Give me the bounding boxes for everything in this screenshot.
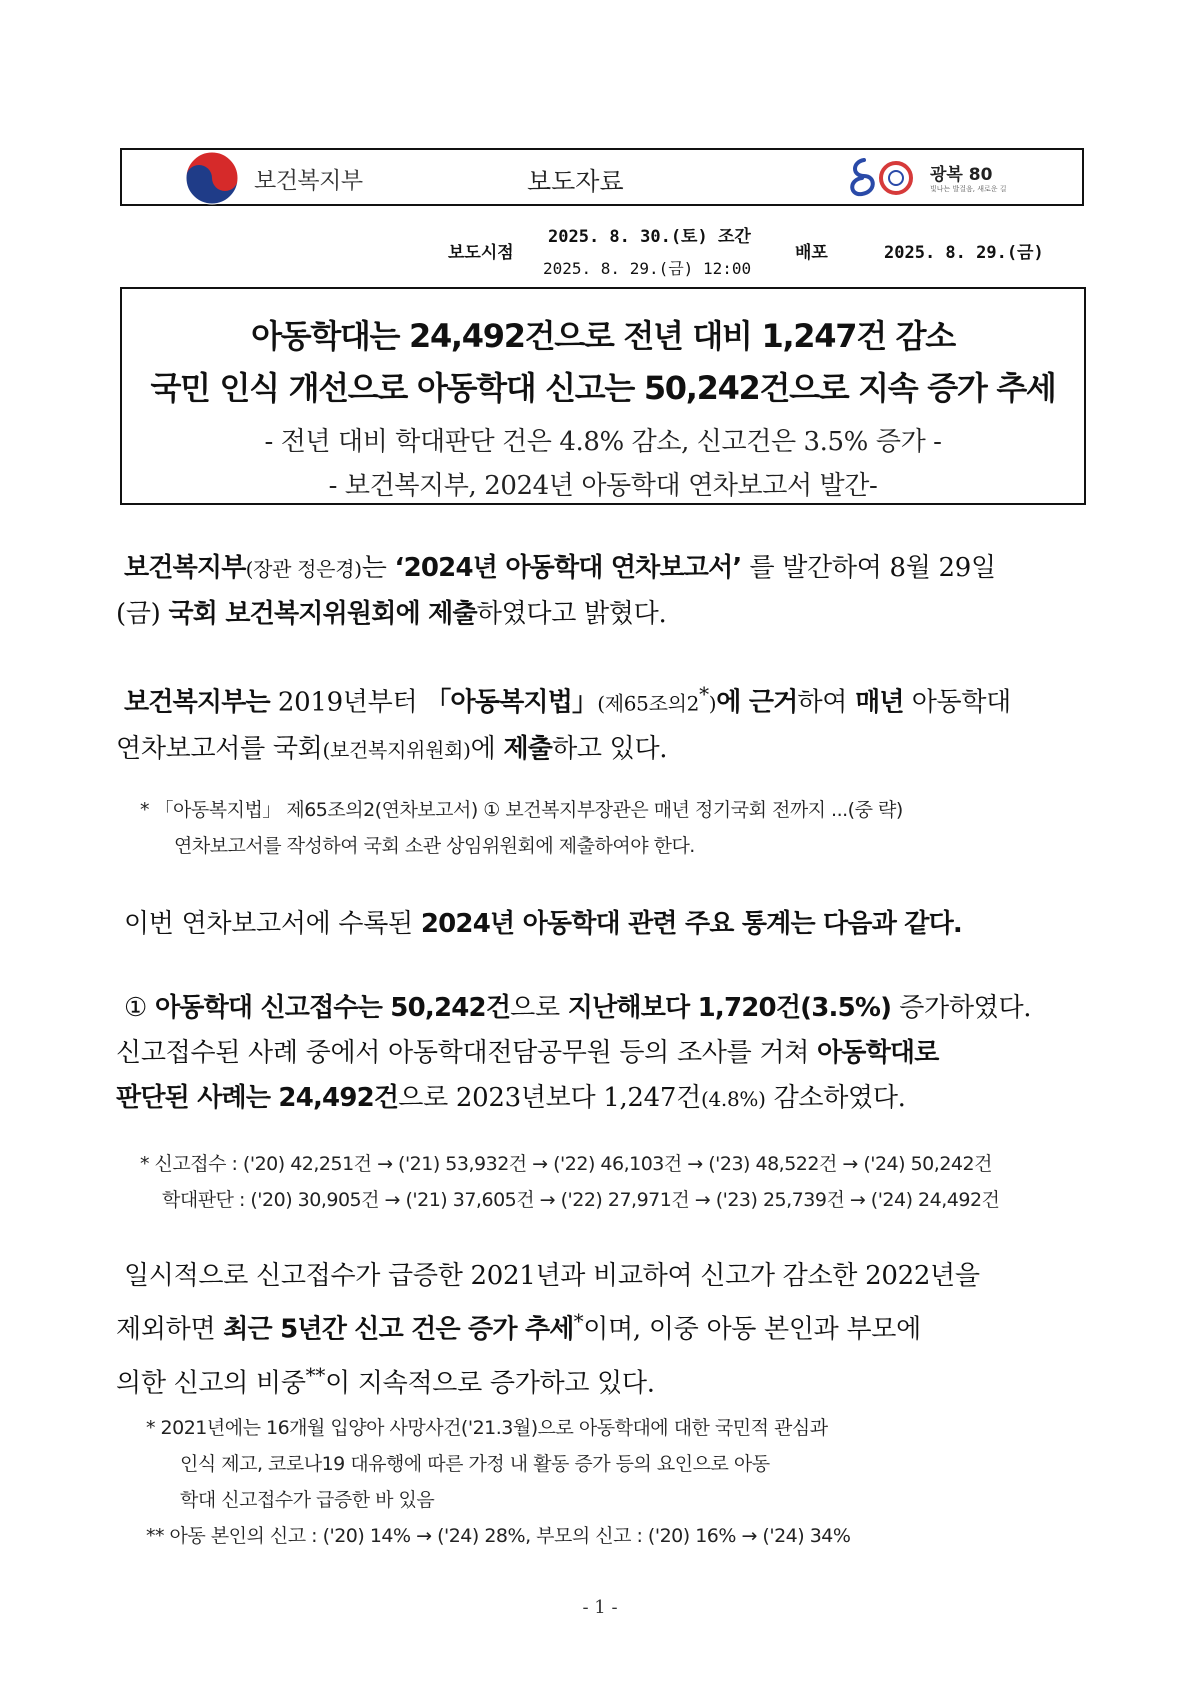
footnote-trend-line-3: 학대 신고접수가 급증한 바 있음 (180, 1489, 435, 1511)
paragraph-3 (116, 902, 1088, 947)
subheadline-2: - 보건복지부, 2024년 아동학대 연차보고서 발간- (328, 471, 878, 501)
document-type: 보도자료 (527, 167, 624, 196)
footnote-law (140, 792, 1090, 864)
paragraph-2 (116, 672, 1088, 773)
paragraph-5-line-1: 일시적으로 신고접수가 급증한 2021년과 비교하여 신고가 감소한 2022년을 (123, 1261, 980, 1291)
footnote-trend-line-2: 인식 제고, 코로나19 대유행에 따른 가정 내 활동 증가 등의 요인으로 아동 (180, 1453, 770, 1475)
paragraph-1-line-2: (금) 국회 보건복지위원회에 제출하였다고 밝혔다. (116, 599, 667, 629)
paragraph-3-line-1: 이번 연차보고서에 수록된 2024년 아동학대 관련 주요 통계는 다음과 같다. (123, 909, 962, 939)
paragraph-4 (116, 986, 1088, 1122)
stats-reports: * 신고접수 : ('20) 42,251건 → ('21) 53,932건 → ('22) 46,103건 → ('23) 48,522건 → ('24) 50,242건 (140, 1153, 992, 1175)
paragraph-2-line-2: 연차보고서를 국회(보건복지위원회)에 제출하고 있다. (116, 733, 668, 764)
paragraph-4-line-3: 판단된 사례는 24,492건으로 2023년보다 1,247건(4.8%) 감소하였다. (116, 1083, 906, 1113)
paragraph-5-line-2: 제외하면 최근 5년간 신고 건은 증가 추세*이며, 이중 아동 본인과 부모에 (116, 1309, 921, 1345)
paragraph-1 (116, 546, 1088, 637)
ministry-logo (184, 158, 363, 198)
page-number: - 1 - (582, 1597, 618, 1618)
footnote-trend-line-4: ** 아동 본인의 신고 : ('20) 14% → ('24) 28%, 부모의 신고 : ('20) 16% → ('24) 34% (146, 1525, 851, 1547)
footnote-trend-line-1: * 2021년에는 16개월 입양아 사망사건('21.3월)으로 아동학대에 대한 국민적 관심과 (146, 1417, 828, 1439)
paragraph-1-line-1: 보건복지부(장관 정은경)는 ‘2024년 아동학대 연차보고서’ 를 발간하여 8월 29일 (123, 553, 996, 583)
subheadline-1: - 전년 대비 학대판단 건은 4.8% 감소, 신고건은 3.5% 증가 - (264, 427, 942, 457)
header-box (120, 148, 1084, 206)
footnote-law-line-1: * 「아동복지법」 제65조의2(연차보고서) ① 보건복지부장관은 매년 정기국회 전까지 ...(중 략) (140, 799, 903, 821)
distribution-date: 2025. 8. 29.(금) (884, 243, 1044, 263)
paragraph-4-line-1: ① 아동학대 신고접수는 50,242건으로 지난해보다 1,720건(3.5%) 증가하였다. (123, 993, 1032, 1023)
liberation-80-subtext: 빛나는 발걸음, 새로운 길 (930, 185, 1007, 193)
footnote-trend (146, 1410, 1096, 1554)
distribution-label: 배포 (795, 243, 828, 263)
footnote-law-line-2: 연차보고서를 작성하여 국회 소관 상임위원회에 제출하여야 한다. (174, 835, 695, 857)
release-time-label: 보도시점 (448, 243, 514, 263)
liberation-80-emblem-icon (850, 154, 926, 200)
paragraph-4-line-2: 신고접수된 사례 중에서 아동학대전담공무원 등의 조사를 거쳐 아동학대로 (116, 1038, 939, 1068)
stats-judged: 학대판단 : ('20) 30,905건 → ('21) 37,605건 → ('22) 27,971건 → ('23) 25,739건 → ('24) 24,492건 (162, 1189, 1000, 1211)
paragraph-5 (116, 1254, 1088, 1406)
headline-box (120, 287, 1086, 505)
paragraph-5-line-3: 의한 신고의 비중**이 지속적으로 증가하고 있다. (116, 1362, 655, 1399)
liberation-80-text: 광복 80 (930, 165, 993, 185)
headline-line-2: 국민 인식 개선으로 아동학대 신고는 50,242건으로 지속 증가 추세 (150, 369, 1056, 407)
ministry-name: 보건복지부 (254, 167, 363, 194)
statistics-block (140, 1146, 1090, 1218)
embargo-time: 2025. 8. 29.(금) 12:00 (543, 259, 752, 278)
headline-line-1: 아동학대는 24,492건으로 전년 대비 1,247건 감소 (251, 317, 955, 355)
liberation-80-logo (850, 154, 1007, 200)
taegeuk-icon (184, 150, 240, 206)
embargo-date: 2025. 8. 30.(토) 조간 (548, 227, 751, 247)
paragraph-2-line-1: 보건복지부는 2019년부터 「아동복지법」(제65조의2*)에 근거하여 매년 아동학대 (123, 682, 1011, 718)
